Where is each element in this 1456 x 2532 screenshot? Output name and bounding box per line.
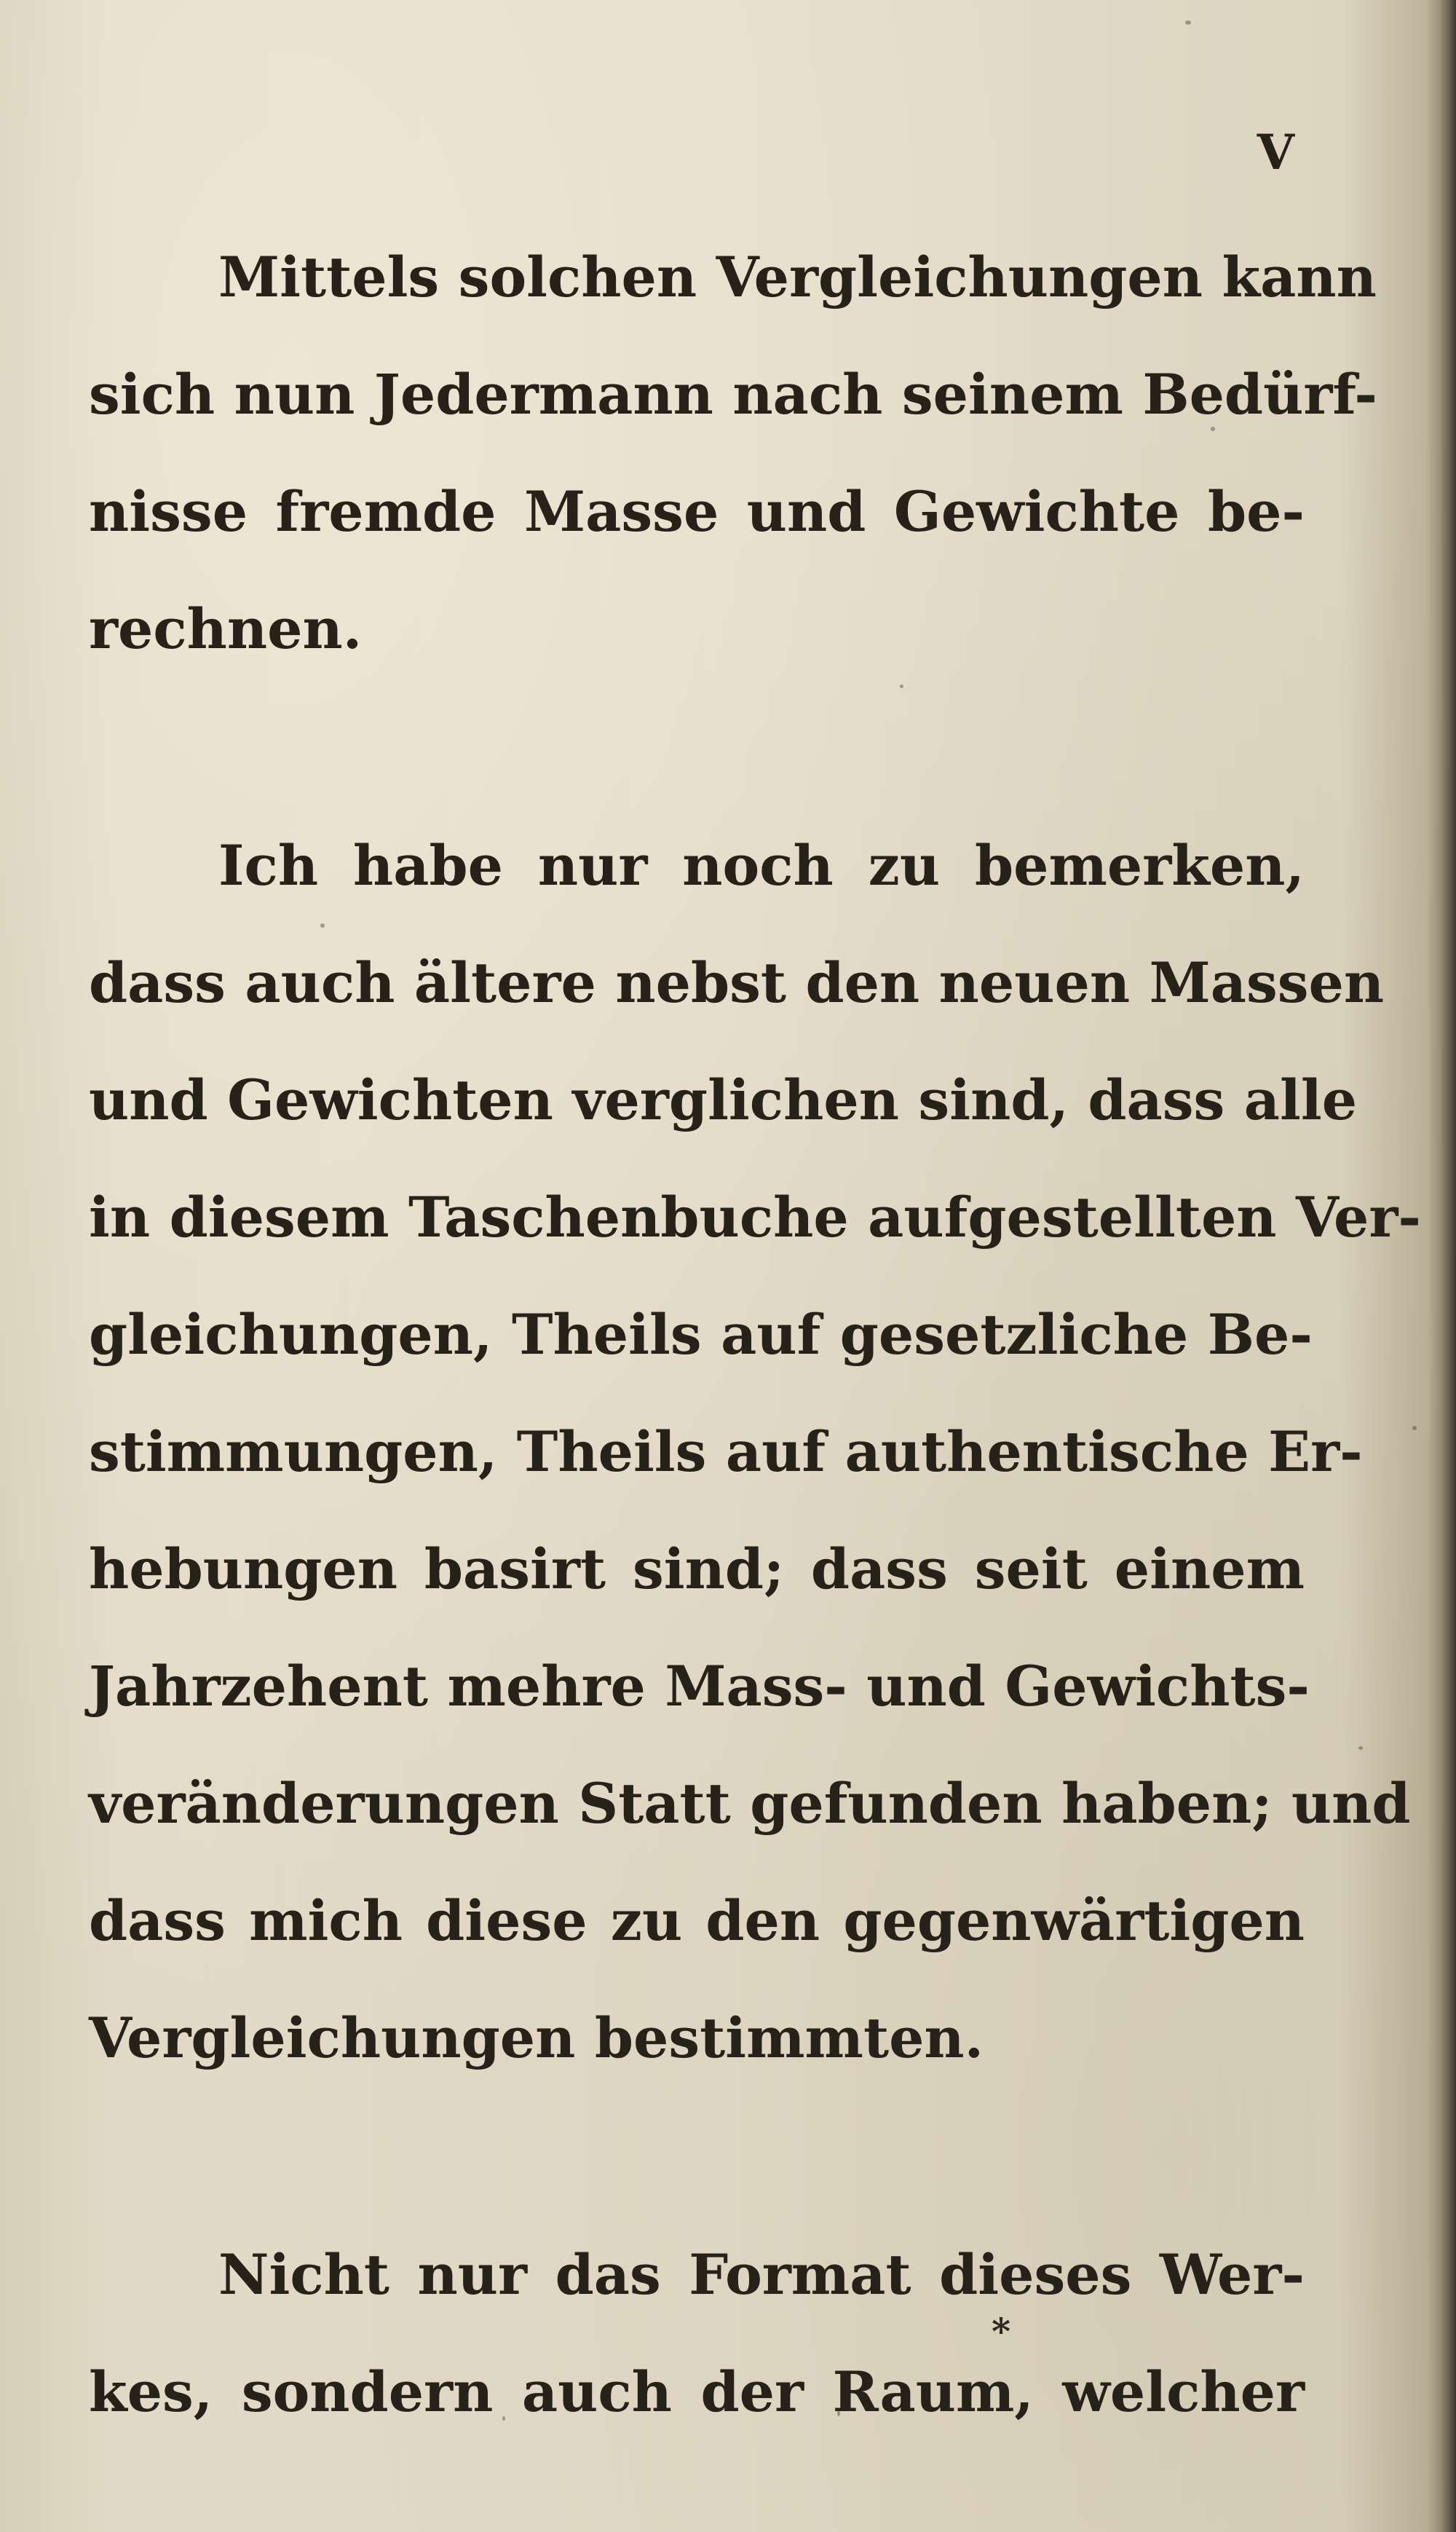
text-line: rechnen. bbox=[89, 596, 363, 661]
text-line: hebungen basirt sind; dass seit einem bbox=[89, 1537, 1305, 1601]
paper-speck bbox=[1211, 427, 1215, 431]
text-line: gleichungen, Theils auf gesetzliche Be- bbox=[89, 1302, 1313, 1367]
page-number: V bbox=[1257, 124, 1294, 181]
paper-speck bbox=[320, 923, 325, 928]
paragraph-1 bbox=[89, 218, 1377, 687]
paper-speck bbox=[1185, 20, 1191, 25]
paper-speck bbox=[1412, 1426, 1417, 1430]
text-line: Mittels solchen Vergleichungen kann bbox=[218, 245, 1377, 309]
text-line: veränderungen Statt gefunden haben; und bbox=[89, 1771, 1411, 1836]
paragraph-3 bbox=[89, 2216, 1305, 2450]
text-line: Nicht nur das Format dieses Wer- bbox=[218, 2242, 1305, 2307]
text-line: in diesem Taschenbuche aufgestellten Ver- bbox=[89, 1185, 1421, 1250]
body-text bbox=[89, 218, 1421, 2450]
signature-mark: * bbox=[992, 2310, 1011, 2353]
text-line: stimmungen, Theils auf authentische Er- bbox=[89, 1419, 1363, 1484]
paper-speck bbox=[900, 685, 903, 688]
paper-speck bbox=[1174, 510, 1176, 517]
text-line: und Gewichten verglichen sind, dass alle bbox=[89, 1068, 1358, 1132]
text-line: nisse fremde Masse und Gewichte be- bbox=[89, 479, 1305, 544]
text-line: sich nun Jedermann nach seinem Bedürf- bbox=[89, 362, 1377, 427]
paper-speck bbox=[502, 2416, 505, 2421]
paper-speck bbox=[1358, 1746, 1363, 1750]
paragraph-2 bbox=[89, 807, 1421, 2097]
text-line: kes, sondern auch der Raum, welcher bbox=[89, 2359, 1305, 2424]
text-line: dass auch ältere nebst den neuen Massen bbox=[89, 950, 1385, 1015]
page-edge-shadow bbox=[1440, 0, 1456, 2532]
paper-speck bbox=[837, 2410, 840, 2416]
text-line: Vergleichungen bestimmten. bbox=[89, 2006, 984, 2070]
text-line: Jahrzehent mehre Mass- und Gewichts- bbox=[89, 1654, 1310, 1719]
text-line: dass mich diese zu den gegenwärtigen bbox=[89, 1888, 1305, 1953]
text-line: Ich habe nur noch zu bemerken, bbox=[218, 833, 1305, 898]
